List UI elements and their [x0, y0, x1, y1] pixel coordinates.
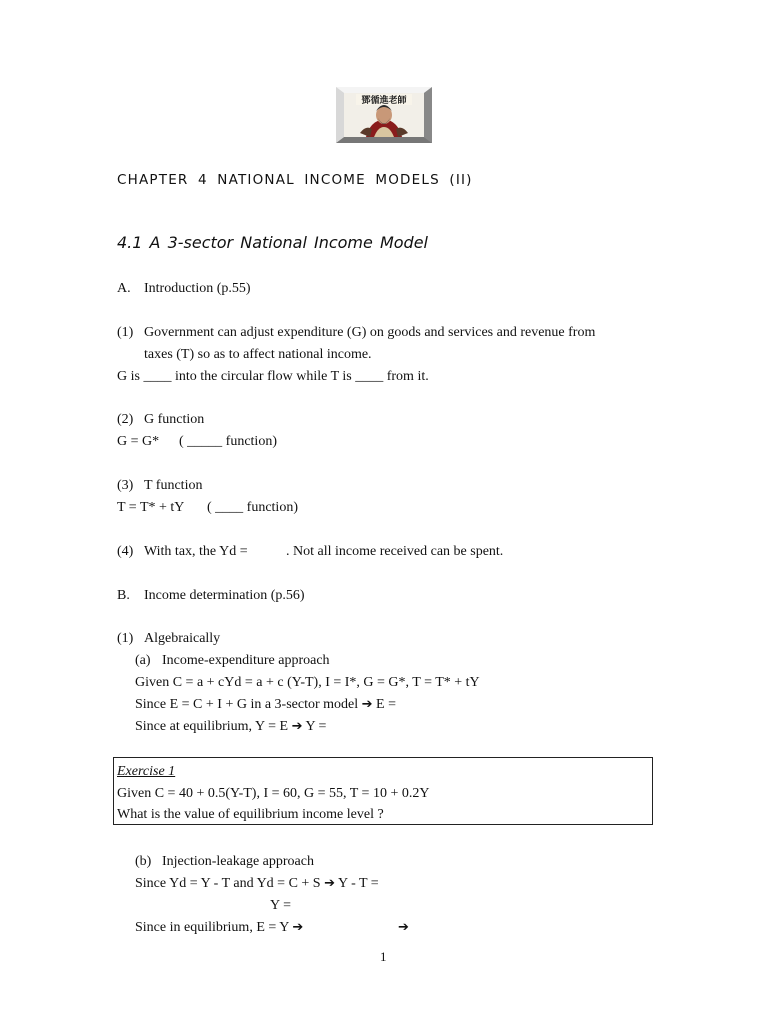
in-eq-arrow-2 [398, 919, 409, 937]
a1-number: (1) [117, 325, 134, 340]
since-eq-text: Since at equilibrium, Y = E [135, 719, 289, 734]
since-eq-line [135, 718, 326, 736]
exercise-title: Exercise 1 [117, 764, 176, 779]
section-title: 4.1 A 3-sector National Income Model [117, 233, 428, 252]
chapter-title: CHAPTER 4 NATIONAL INCOME MODELS (II) [117, 172, 473, 188]
y-equals: Y = [270, 898, 291, 913]
b1a-label: (a) [135, 653, 151, 668]
a2-number: (2) [117, 412, 134, 427]
part-b-heading: Income determination (p.56) [144, 588, 305, 603]
teacher-logo [336, 87, 432, 143]
exercise-line2: What is the value of equilibrium income level ? [117, 807, 384, 822]
in-eq-line [135, 919, 303, 937]
a4-text-b: . Not all income received can be spent. [286, 544, 504, 559]
arrow-icon: ➔ [361, 697, 373, 712]
b1b-text: Injection-leakage approach [162, 854, 314, 869]
b1b-label: (b) [135, 854, 152, 869]
a3-label: T function [144, 478, 203, 493]
b1a-text: Income-expenditure approach [162, 653, 330, 668]
since-e-text: Since E = C + I + G in a 3-sector model [135, 697, 359, 712]
part-a-heading: Introduction (p.55) [144, 281, 251, 296]
a1-line2: taxes (T) so as to affect national income. [144, 347, 372, 362]
arrow-icon: ➔ [324, 876, 335, 891]
since-eq-result: Y = [305, 719, 327, 734]
a2-label: G function [144, 412, 205, 427]
logo-caption: 鄧循進老師 [361, 96, 407, 106]
yd-line [135, 875, 379, 893]
a3-formula: T = T* + tY [117, 500, 185, 515]
teacher-portrait-icon [336, 87, 432, 143]
given-line: Given C = a + cYd = a + c (Y-T), I = I*, G = G*, T = T* + tY [135, 675, 480, 690]
yd-result: Y - T = [337, 876, 379, 891]
a1-line3: G is ____ into the circular flow while T is ____ from it. [117, 369, 429, 384]
b1-number: (1) [117, 631, 134, 646]
b1-label: Algebraically [144, 631, 221, 646]
a2-note: ( _____ function) [179, 434, 277, 449]
part-a-letter: A. [117, 281, 131, 296]
a2-formula: G = G* [117, 434, 160, 449]
arrow-icon: ➔ [398, 920, 409, 935]
exercise-box [113, 757, 653, 825]
arrow-icon: ➔ [292, 920, 304, 935]
exercise-line1: Given C = 40 + 0.5(Y-T), I = 60, G = 55, T = 10 + 0.2Y [117, 786, 430, 801]
a3-note: ( ____ function) [207, 500, 298, 515]
a4-number: (4) [117, 544, 134, 559]
since-e-result: E = [376, 697, 396, 712]
a4-text-a: With tax, the Yd = [144, 544, 248, 559]
yd-text: Since Yd = Y - T and Yd = C + S [135, 876, 321, 891]
arrow-icon: ➔ [291, 719, 303, 734]
part-b-letter: B. [117, 588, 130, 603]
page-number: 1 [380, 949, 387, 964]
since-e-line [135, 696, 396, 714]
a3-number: (3) [117, 478, 134, 493]
in-eq-text: Since in equilibrium, E = Y [135, 920, 289, 935]
a1-line1: Government can adjust expenditure (G) on goods and services and revenue from [144, 325, 596, 340]
